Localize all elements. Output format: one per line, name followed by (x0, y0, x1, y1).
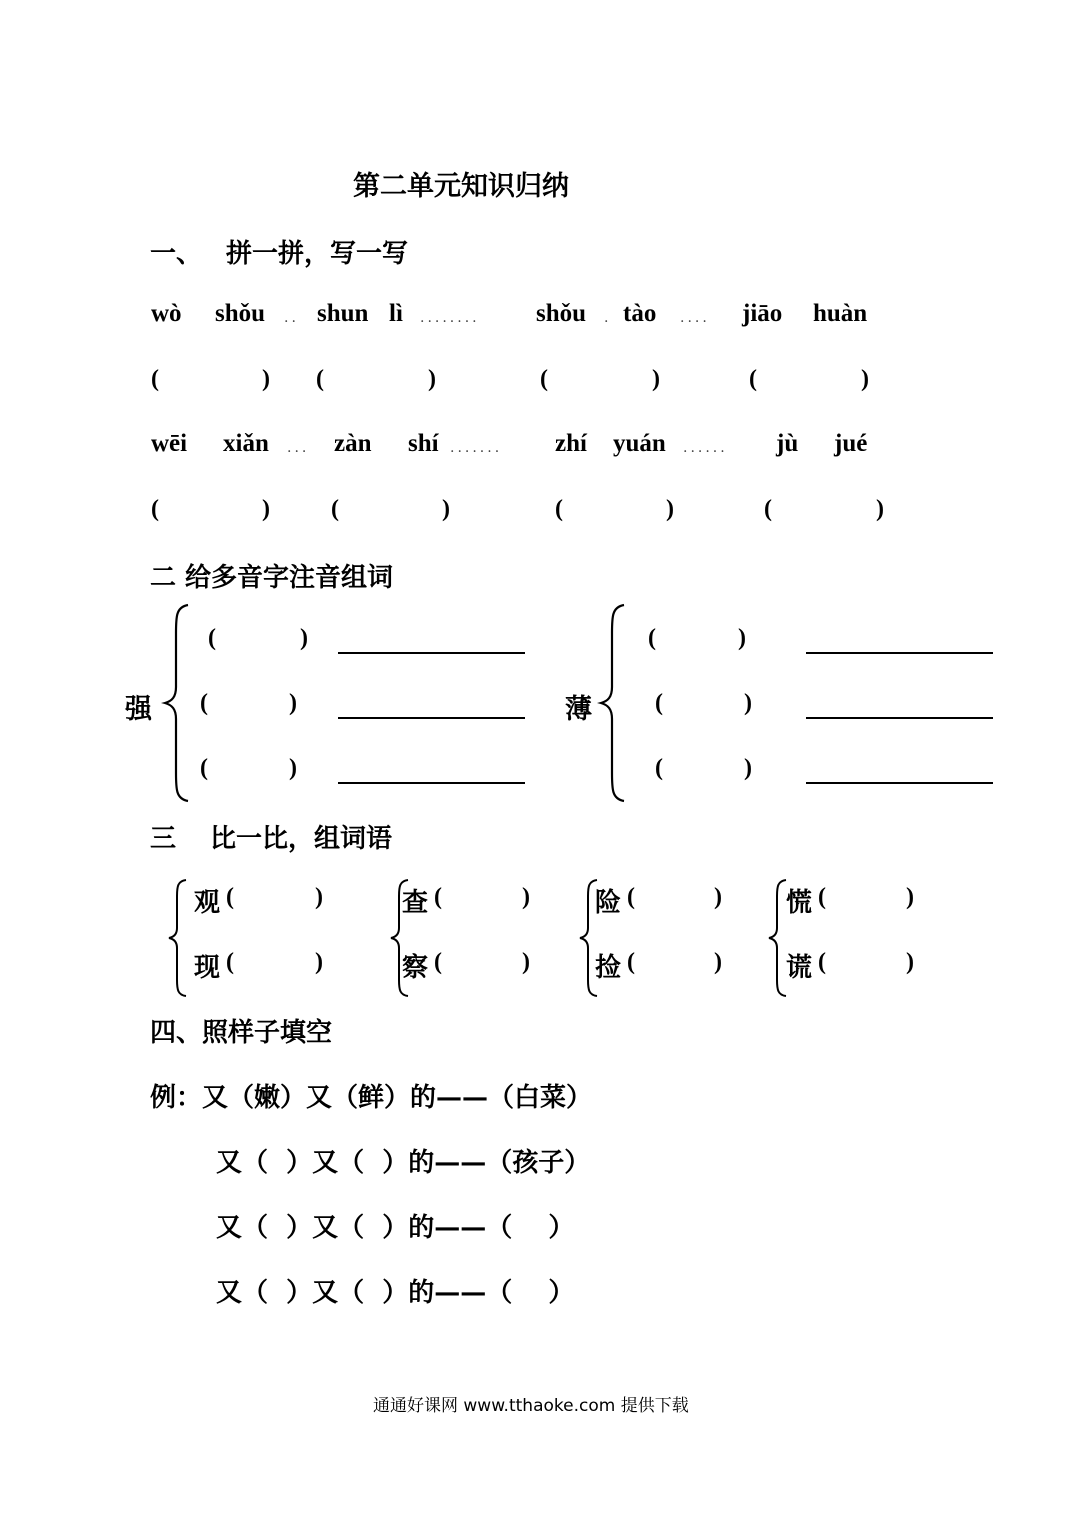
paren-open: ( (818, 884, 826, 910)
left-brace-icon (162, 603, 192, 803)
compare-char: 察 (402, 953, 429, 983)
answer-line (338, 782, 525, 784)
paren-close: ) (714, 949, 722, 975)
compare-char: 谎 (786, 953, 813, 983)
left-brace-icon (598, 603, 628, 803)
paren-open: ( (764, 496, 772, 522)
answer-line (806, 717, 993, 719)
footer-text: 通通好课网 www.tthaoke.com 提供下载 (373, 1396, 689, 1416)
paren-close: ) (442, 496, 450, 522)
compare-char: 险 (595, 888, 622, 918)
section4-heading: 四、照样子填空 (150, 1018, 333, 1048)
paren-close: ) (906, 884, 914, 910)
pinyin-zhi: zhí (555, 430, 587, 457)
paren-open: ( (208, 625, 216, 651)
fill-line: 又（ ）又（ ）的——（ ） (216, 1278, 575, 1308)
compare-char: 慌 (786, 888, 813, 918)
pinyin-wei: wēi (151, 430, 188, 457)
pinyin-ju: jù (776, 430, 799, 457)
pinyin-jue: jué (834, 430, 868, 457)
paren-close: ) (289, 755, 297, 781)
compare-char: 观 (194, 888, 221, 918)
polyphone-char-qiang: 强 (125, 694, 152, 725)
paren-open: ( (655, 755, 663, 781)
pinyin-li: lì (389, 300, 403, 327)
paren-close: ) (289, 690, 297, 716)
paren-open: ( (627, 949, 635, 975)
compare-char: 捡 (595, 953, 622, 983)
paren-open: ( (818, 949, 826, 975)
paren-open: ( (655, 690, 663, 716)
fill-line: 又（ ）又（ ）的——（孩子） (216, 1148, 591, 1178)
paren-close: ) (522, 949, 530, 975)
left-brace-icon (166, 878, 190, 998)
page-title: 第二单元知识归纳 (353, 171, 569, 202)
paren-open: ( (434, 949, 442, 975)
pinyin-huan: huàn (813, 300, 868, 327)
dots-separator: ........ (420, 310, 480, 326)
dots-separator: ....... (450, 440, 503, 456)
paren-close: ) (738, 625, 746, 651)
paren-close: ) (262, 366, 270, 392)
section1-number: 一、 (150, 239, 203, 269)
answer-line (806, 782, 993, 784)
paren-close: ) (428, 366, 436, 392)
paren-close: ) (906, 949, 914, 975)
example-line: 例：又（嫩）又（鲜）的——（白菜） (150, 1083, 593, 1113)
answer-line (338, 717, 525, 719)
pinyin-tao: tào (623, 300, 657, 327)
dots-separator: ...... (683, 440, 728, 456)
pinyin-wo: wò (151, 300, 182, 327)
paren-close: ) (315, 949, 323, 975)
pinyin-zan: zàn (334, 430, 372, 457)
paren-close: ) (861, 366, 869, 392)
paren-close: ) (714, 884, 722, 910)
paren-open: ( (316, 366, 324, 392)
pinyin-shi: shí (408, 430, 439, 457)
paren-close: ) (262, 496, 270, 522)
pinyin-shou: shǒu (215, 300, 266, 327)
compare-char: 查 (402, 888, 429, 918)
pinyin-xian: xiǎn (223, 430, 269, 457)
section1-heading: 拼一拼，写一写 (226, 239, 409, 269)
dots-separator: .. (284, 310, 299, 326)
paren-open: ( (627, 884, 635, 910)
section2-heading: 二 给多音字注音组词 (150, 563, 394, 593)
paren-open: ( (151, 366, 159, 392)
paren-close: ) (666, 496, 674, 522)
paren-close: ) (876, 496, 884, 522)
dots-separator: .... (680, 310, 710, 326)
paren-close: ) (300, 625, 308, 651)
dots-separator: . (604, 310, 612, 326)
paren-open: ( (151, 496, 159, 522)
polyphone-char-bao: 薄 (565, 694, 592, 725)
paren-open: ( (200, 690, 208, 716)
answer-line (806, 652, 993, 654)
paren-open: ( (555, 496, 563, 522)
paren-close: ) (652, 366, 660, 392)
paren-close: ) (744, 755, 752, 781)
paren-open: ( (331, 496, 339, 522)
section3-number: 三 (150, 824, 177, 854)
paren-close: ) (744, 690, 752, 716)
paren-open: ( (540, 366, 548, 392)
paren-open: ( (648, 625, 656, 651)
paren-open: ( (226, 884, 234, 910)
paren-open: ( (749, 366, 757, 392)
pinyin-shun: shun (317, 300, 369, 327)
paren-open: ( (226, 949, 234, 975)
section3-heading: 比一比，组词语 (210, 824, 393, 854)
pinyin-shou2: shǒu (536, 300, 587, 327)
paren-close: ) (315, 884, 323, 910)
answer-line (338, 652, 525, 654)
pinyin-yuan: yuán (613, 430, 666, 457)
paren-open: ( (434, 884, 442, 910)
paren-open: ( (200, 755, 208, 781)
pinyin-jiao: jiāo (742, 300, 783, 327)
fill-line: 又（ ）又（ ）的——（ ） (216, 1213, 575, 1243)
dots-separator: ... (287, 440, 310, 456)
compare-char: 现 (194, 953, 221, 983)
paren-close: ) (522, 884, 530, 910)
